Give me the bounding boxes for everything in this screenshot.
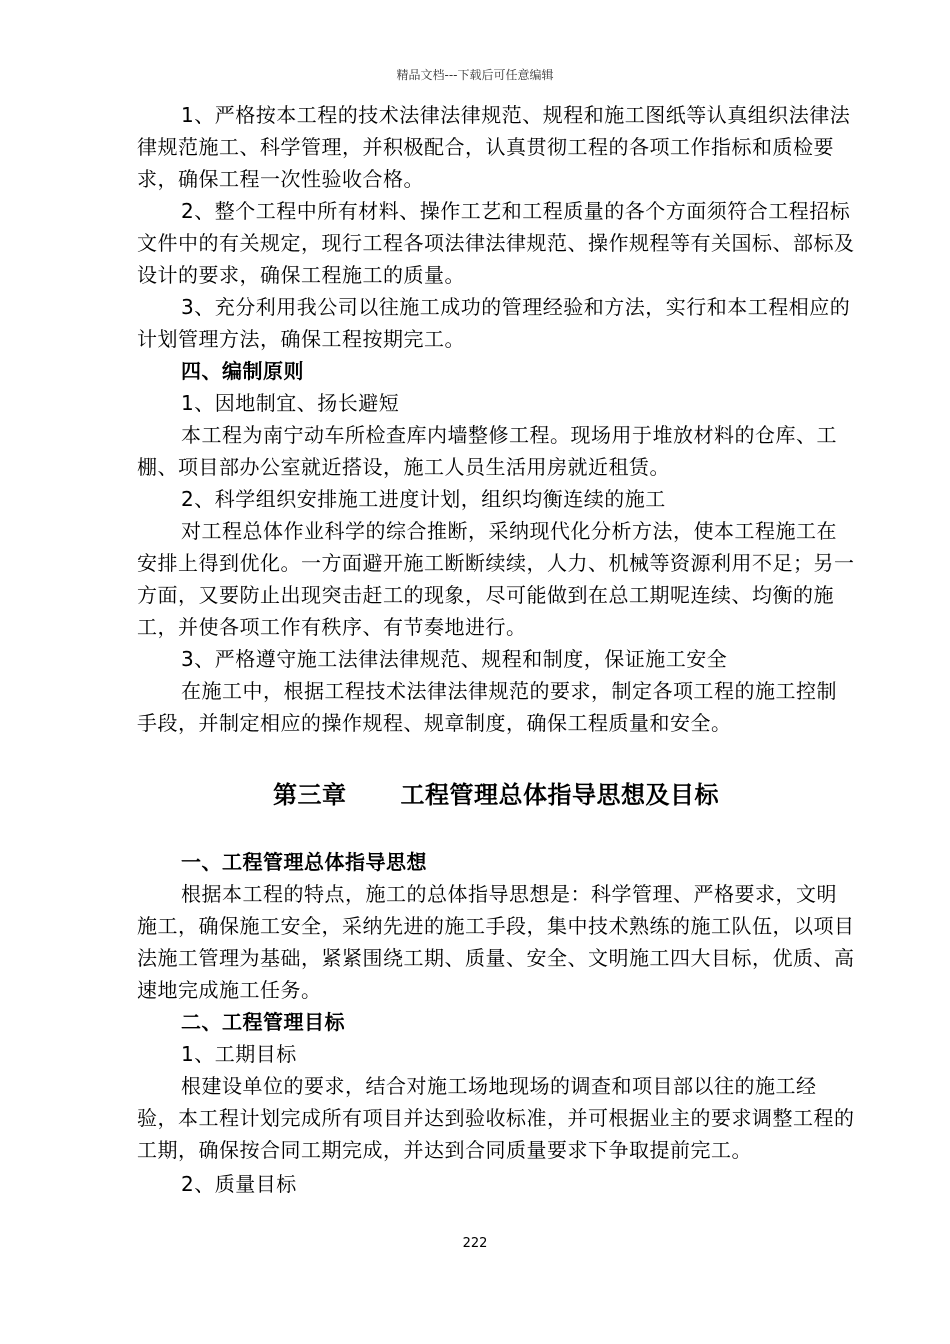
paragraph: 1、严格按本工程的技术法律法律规范、规程和施工图纸等认真组织法律法律规范施工、科学管理，并积极配合，认真贯彻工程的各项工作指标和质检要求，确保工程一次性验收合格。	[137, 103, 851, 191]
page-header: 精品文档---下载后可任意编辑	[396, 68, 554, 82]
chapter-title	[137, 779, 855, 811]
chapter-name: 工程管理总体指导思想及目标	[400, 781, 719, 809]
document-body	[137, 99, 855, 1200]
sub-heading: 2、科学组织安排施工进度计划，组织均衡连续的施工	[181, 487, 666, 511]
paragraph: 本工程为南宁动车所检查库内墙整修工程。现场用于堆放材料的仓库、工棚、项目部办公室就近搭设，施工人员生活用房就近租赁。	[137, 423, 837, 479]
sub-heading: 3、严格遵守施工法律法律规范、规程和制度，保证施工安全	[181, 647, 728, 671]
paragraph: 根建设单位的要求，结合对施工场地现场的调查和项目部以往的施工经验，本工程计划完成所有项目并达到验收标准，并可根据业主的要求调整工程的工期，确保按合同工期完成，并达到合同质量要求下争取提前完工。	[137, 1074, 855, 1162]
section-heading: 一、工程管理总体指导思想	[181, 850, 427, 874]
chapter-number: 第三章	[273, 781, 347, 809]
section-heading: 二、工程管理目标	[181, 1010, 345, 1034]
sub-heading: 1、因地制宜、扬长避短	[181, 391, 400, 415]
paragraph: 对工程总体作业科学的综合推断，采纳现代化分析方法，使本工程施工在安排上得到优化。一方面避开施工断断续续，人力、机械等资源利用不足；另一方面，又要防止出现突击赶工的现象，尽可能做到在总工期呢连续、均衡的施工，并使各项工作有秩序、有节奏地进行。	[137, 519, 855, 639]
paragraph: 根据本工程的特点，施工的总体指导思想是：科学管理、严格要求，文明施工，确保施工安全，采纳先进的施工手段，集中技术熟练的施工队伍，以项目法施工管理为基础，紧紧围绕工期、质量、安全、文明施工四大目标，优质、高速地完成施工任务。	[137, 882, 855, 1002]
paragraph: 3、充分利用我公司以往施工成功的管理经验和方法，实行和本工程相应的计划管理方法，确保工程按期完工。	[137, 295, 851, 351]
paragraph: 在施工中，根据工程技术法律法律规范的要求，制定各项工程的施工控制手段，并制定相应的操作规程、规章制度，确保工程质量和安全。	[137, 679, 837, 735]
sub-heading: 2、质量目标	[181, 1172, 297, 1196]
sub-heading: 1、工期目标	[181, 1042, 297, 1066]
paragraph: 2、整个工程中所有材料、操作工艺和工程质量的各个方面须符合工程招标文件中的有关规定，现行工程各项法律法律规范、操作规程等有关国标、部标及设计的要求，确保工程施工的质量。	[137, 199, 855, 287]
page-number: 222	[462, 1236, 488, 1251]
section-heading: 四、编制原则	[181, 359, 304, 383]
